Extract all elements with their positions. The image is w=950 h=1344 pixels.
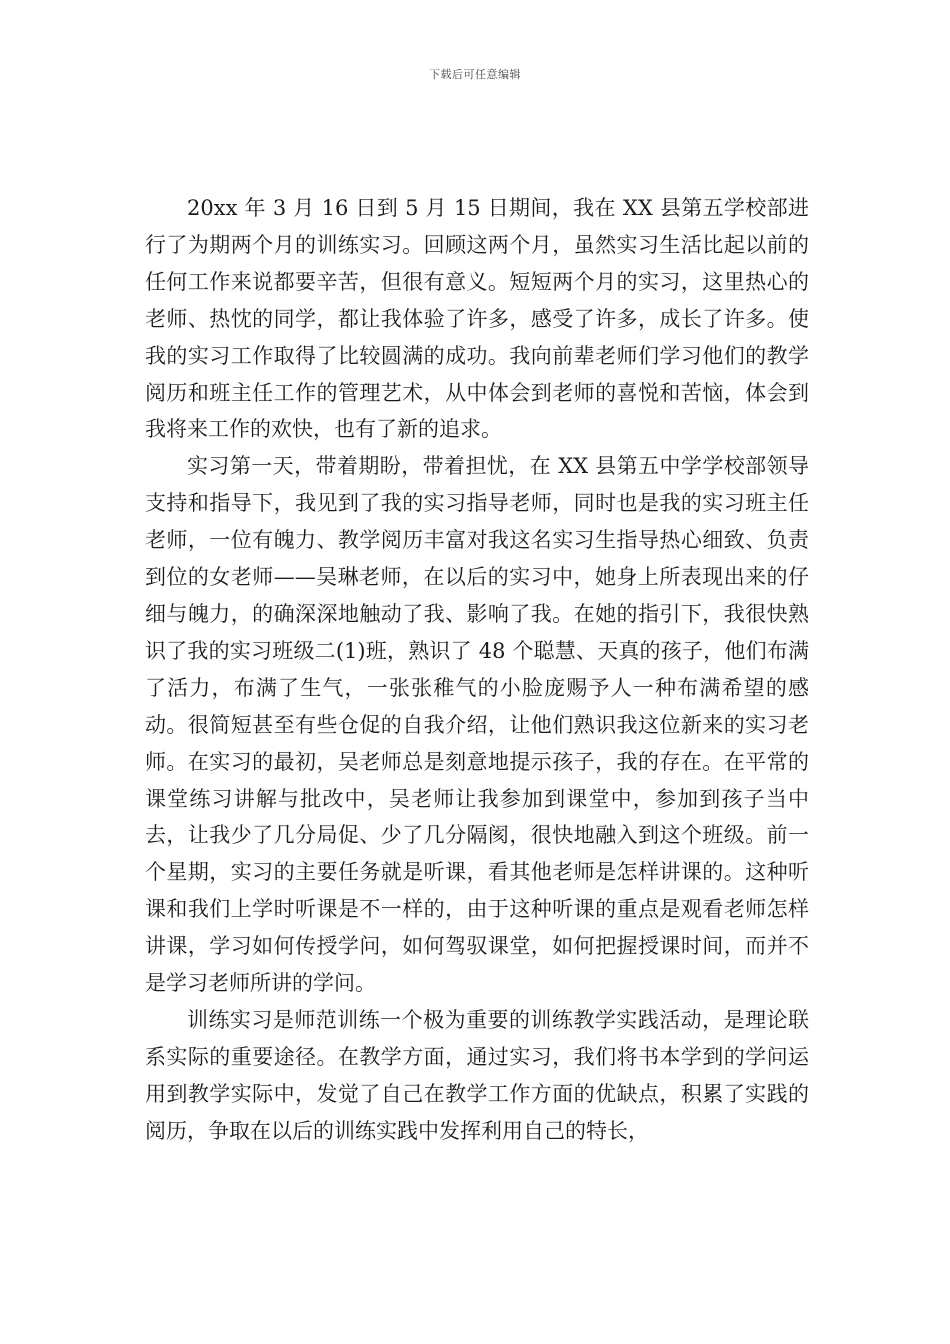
paragraph-2: 实习第一天，带着期盼，带着担忧，在 XX 县第五中学学校部领导支持和指导下，我见到了我的实习指导老师，同时也是我的实习班主任老师，一位有魄力、教学阅历丰富对我这名实习生指导热心细致、负责到位的女老师——吴琳老师，在以后的实习中，她身上所表现出来的仔细与魄力，的确深深地触动了我、影响了我。在她的指引下，我很快熟识了我的实习班级二(1)班，熟识了 48 个聪慧、天真的孩子，他们布满了活力，布满了生气，一张张稚气的小脸庞赐予人一种布满希望的感动。很简短甚至有些仓促的自我介绍，让他们熟识我这位新来的实习老师。在实习的最初，吴老师总是刻意地提示孩子，我的存在。在平常的课堂练习讲解与批改中，吴老师让我参加到课堂中，参加到孩子当中去，让我少了几分局促、少了几分隔阂，很快地融入到这个班级。前一个星期，实习的主要任务就是听课，看其他老师是怎样讲课的。这种听课和我们上学时听课是不一样的，由于这种听课的重点是观看老师怎样讲课，学习如何传授学问，如何驾驭课堂，如何把握授课时间，而并不是学习老师所讲的学问。	[145, 454, 809, 996]
paragraph-1: 20xx 年 3 月 16 日到 5 月 15 日期间，我在 XX 县第五学校部进行了为期两个月的训练实习。回顾这两个月，虽然实习生活比起以前的任何工作来说都要辛苦，但很有意义。短短两个月的实习，这里热心的老师、热忱的同学，都让我体验了许多，感受了许多，成长了许多。使我的实习工作取得了比较圆满的成功。我向前辈老师们学习他们的教学阅历和班主任工作的管理艺术，从中体会到老师的喜悦和苦恼，体会到我将来工作的欢快，也有了新的追求。	[145, 196, 809, 442]
paragraph-3: 训练实习是师范训练一个极为重要的训练教学实践活动，是理论联系实际的重要途径。在教学方面，通过实习，我们将书本学到的学问运用到教学实际中，发觉了自己在教学工作方面的优缺点，积累了实践的阅历，争取在以后的训练实践中发挥利用自己的特长，	[145, 1007, 809, 1143]
page-header-note: 下载后可任意编辑	[429, 68, 521, 81]
document-body	[145, 190, 809, 1150]
